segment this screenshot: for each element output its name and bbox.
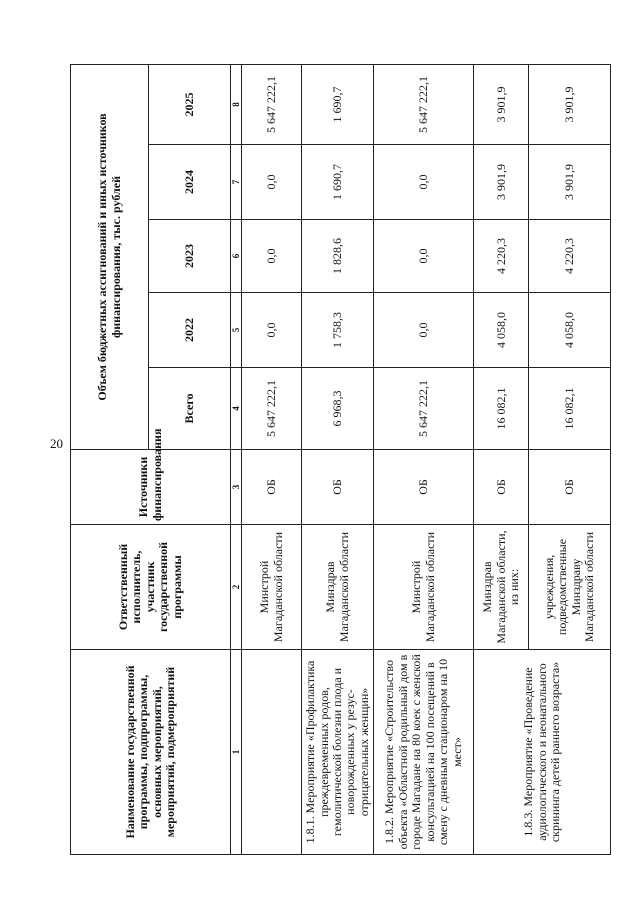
row-2022: 0,0 bbox=[374, 293, 474, 368]
row-2022: 4 058,0 bbox=[474, 293, 529, 368]
col-number: 4 bbox=[231, 368, 242, 450]
header-2022: 2022 bbox=[149, 293, 231, 368]
col-number: 3 bbox=[231, 450, 242, 525]
header-funding-group: Объем бюджетных ассигнований и иных источников финансирования, тыс. рублей bbox=[71, 64, 149, 449]
table-row bbox=[374, 64, 474, 854]
column-number-row bbox=[231, 64, 242, 854]
row-2023: 1 828,6 bbox=[302, 220, 374, 293]
col-number: 8 bbox=[231, 64, 242, 144]
row-2023: 4 220,3 bbox=[529, 220, 611, 293]
row-name: 1.8.2. Мероприятие «Строительство объекта «Областной родильный дом в городе Магадане на 80 коек с женской консультацией на 100 посещений в смену с дневным стационаром на 10 мест» bbox=[374, 650, 474, 855]
row-executor: Минстрой Магаданской области bbox=[242, 525, 302, 650]
header-total: Всего bbox=[149, 368, 231, 450]
col-number: 6 bbox=[231, 220, 242, 293]
row-2025: 5 647 222,1 bbox=[242, 64, 302, 144]
row-2025: 5 647 222,1 bbox=[374, 64, 474, 144]
row-executor: Минздрав Магаданской области, из них: bbox=[474, 525, 529, 650]
header-source: Источники финансирования bbox=[71, 450, 231, 525]
row-name: 1.8.1. Мероприятие «Профилактика преждевременных родов, гемолитической болезни плода и новорожденных у резус-отрицательных женщин» bbox=[302, 650, 374, 855]
row-total: 5 647 222,1 bbox=[242, 368, 302, 450]
col-number: 2 bbox=[231, 525, 242, 650]
rotated-table-container bbox=[70, 65, 610, 855]
table-row bbox=[242, 64, 302, 854]
header-2024: 2024 bbox=[149, 145, 231, 220]
row-2024: 0,0 bbox=[374, 145, 474, 220]
row-source: ОБ bbox=[474, 450, 529, 525]
row-2024: 0,0 bbox=[242, 145, 302, 220]
row-2025: 1 690,7 bbox=[302, 64, 374, 144]
row-total: 16 082,1 bbox=[474, 368, 529, 450]
row-total: 6 968,3 bbox=[302, 368, 374, 450]
table-row bbox=[474, 64, 529, 854]
row-total: 5 647 222,1 bbox=[374, 368, 474, 450]
row-total: 16 082,1 bbox=[529, 368, 611, 450]
row-name: 1.8.3. Мероприятие «Проведение аудиологического и неонатального скрининга детей раннего возраста» bbox=[474, 650, 611, 855]
funding-table bbox=[70, 64, 611, 855]
row-2023: 4 220,3 bbox=[474, 220, 529, 293]
row-2022: 0,0 bbox=[242, 293, 302, 368]
row-2023: 0,0 bbox=[374, 220, 474, 293]
row-source: ОБ bbox=[529, 450, 611, 525]
col-number: 1 bbox=[231, 650, 242, 855]
row-executor: учреждения, подведомственные Минздраву Магаданской области bbox=[529, 525, 611, 650]
col-number: 5 bbox=[231, 293, 242, 368]
row-2025: 3 901,9 bbox=[474, 64, 529, 144]
table-row bbox=[302, 64, 374, 854]
row-2023: 0,0 bbox=[242, 220, 302, 293]
row-2022: 4 058,0 bbox=[529, 293, 611, 368]
header-2025: 2025 bbox=[149, 64, 231, 144]
row-source: ОБ bbox=[302, 450, 374, 525]
col-number: 7 bbox=[231, 145, 242, 220]
row-2022: 1 758,3 bbox=[302, 293, 374, 368]
row-name bbox=[242, 650, 302, 855]
header-executor: Ответственный исполнитель, участник государственной программы bbox=[71, 525, 231, 650]
row-2024: 1 690,7 bbox=[302, 145, 374, 220]
header-name: Наименование государственной программы, подпрограммы, основных мероприятий, мероприятий, подмероприятий bbox=[71, 650, 231, 855]
page-number: 20 bbox=[50, 436, 63, 451]
row-2025: 3 901,9 bbox=[529, 64, 611, 144]
row-executor: Минстрой Магаданской области bbox=[374, 525, 474, 650]
row-source: ОБ bbox=[374, 450, 474, 525]
header-2023: 2023 bbox=[149, 220, 231, 293]
row-2024: 3 901,9 bbox=[529, 145, 611, 220]
row-source: ОБ bbox=[242, 450, 302, 525]
row-2024: 3 901,9 bbox=[474, 145, 529, 220]
row-executor: Минздрав Магаданской области bbox=[302, 525, 374, 650]
